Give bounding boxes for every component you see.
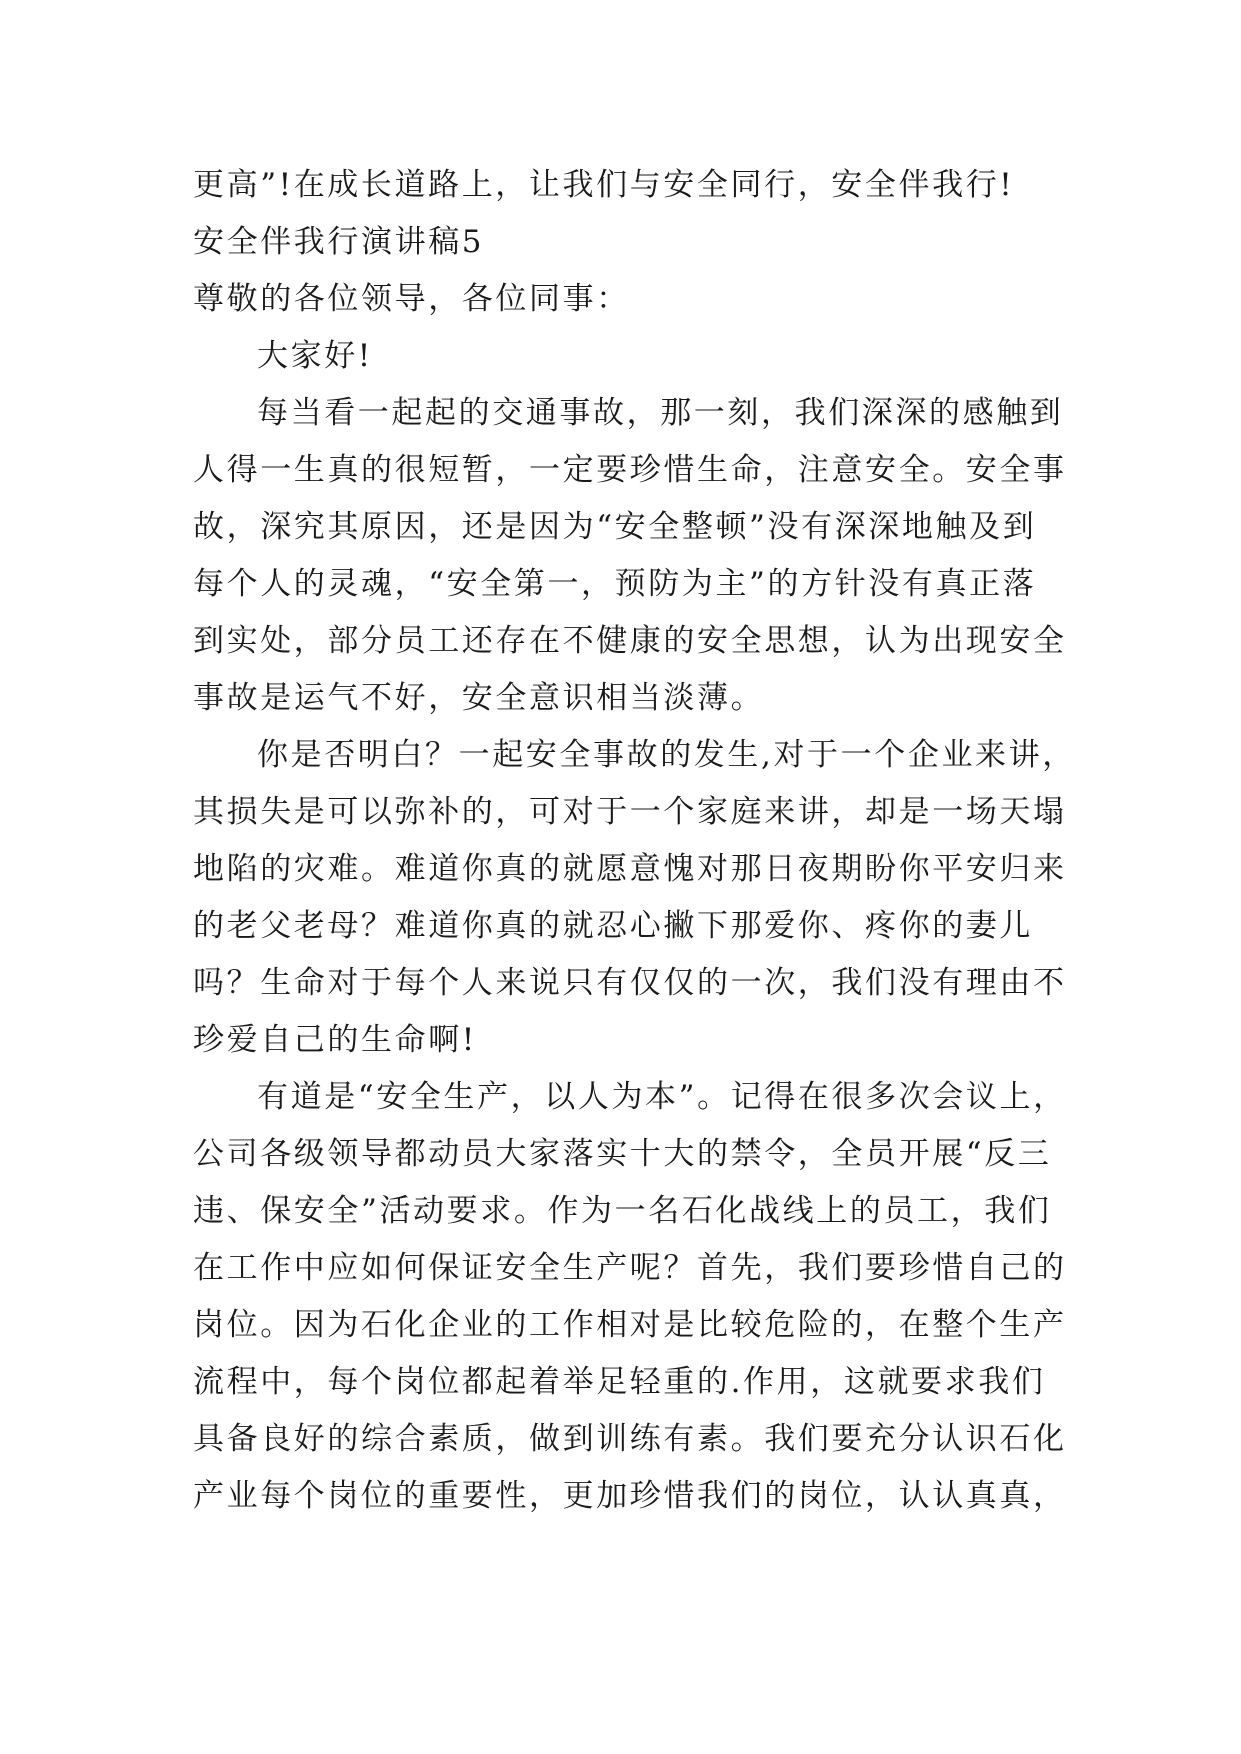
greeting: 大家好! bbox=[257, 338, 373, 374]
text-line: 到实处，部分员工还存在不健康的安全思想，认为出现安全 bbox=[193, 623, 1067, 659]
text-line: 吗？生命对于每个人来说只有仅仅的一次，我们没有理由不 bbox=[193, 965, 1067, 1001]
text-line: 的老父老母？难道你真的就忍心撇下那爱你、疼你的妻儿 bbox=[193, 908, 1033, 944]
text-line: 违、保安全”活动要求。作为一名石化战线上的员工，我们 bbox=[193, 1193, 1052, 1229]
text-line: 事故是运气不好，安全意识相当淡薄。 bbox=[193, 680, 765, 716]
text-line: 有道是“安全生产，以人为本”。记得在很多次会议上， bbox=[257, 1079, 1067, 1115]
text-line: 每当看一起起的交通事故，那一刻，我们深深的感触到 bbox=[257, 395, 1064, 431]
text-line: 地陷的灾难。难道你真的就愿意愧对那日夜期盼你平安归来 bbox=[193, 851, 1067, 887]
text-line: 你是否明白？一起安全事故的发生,对于一个企业来讲， bbox=[257, 737, 1076, 773]
text-line: 流程中，每个岗位都起着举足轻重的.作用，这就要求我们 bbox=[193, 1364, 1046, 1400]
text-line: 每个人的灵魂，“安全第一，预防为主”的方针没有真正落 bbox=[193, 566, 1037, 602]
text-line: 产业每个岗位的重要性，更加珍惜我们的岗位，认认真真， bbox=[193, 1478, 1067, 1514]
section-title: 安全伴我行演讲稿5 bbox=[193, 224, 485, 260]
text-line: 故，深究其原因，还是因为“安全整顿”没有深深地触及到 bbox=[193, 509, 1037, 545]
text-line: 其损失是可以弥补的，可对于一个家庭来讲，却是一场天塌 bbox=[193, 794, 1067, 830]
text-line: 具备良好的综合素质，做到训练有素。我们要充分认识石化 bbox=[193, 1421, 1067, 1457]
text-line: 珍爱自己的生命啊! bbox=[193, 1022, 477, 1058]
salutation: 尊敬的各位领导，各位同事： bbox=[193, 281, 630, 317]
text-line: 岗位。因为石化企业的工作相对是比较危险的，在整个生产 bbox=[193, 1307, 1067, 1343]
text-line: 公司各级领导都动员大家落实十大的禁令，全员开展“反三 bbox=[193, 1136, 1052, 1172]
text-line: 在工作中应如何保证安全生产呢？首先，我们要珍惜自己的 bbox=[193, 1250, 1067, 1286]
text-line: 更高”!在成长道路上，让我们与安全同行，安全伴我行! bbox=[193, 167, 1015, 203]
text-line: 人得一生真的很短暂，一定要珍惜生命，注意安全。安全事 bbox=[193, 452, 1067, 488]
